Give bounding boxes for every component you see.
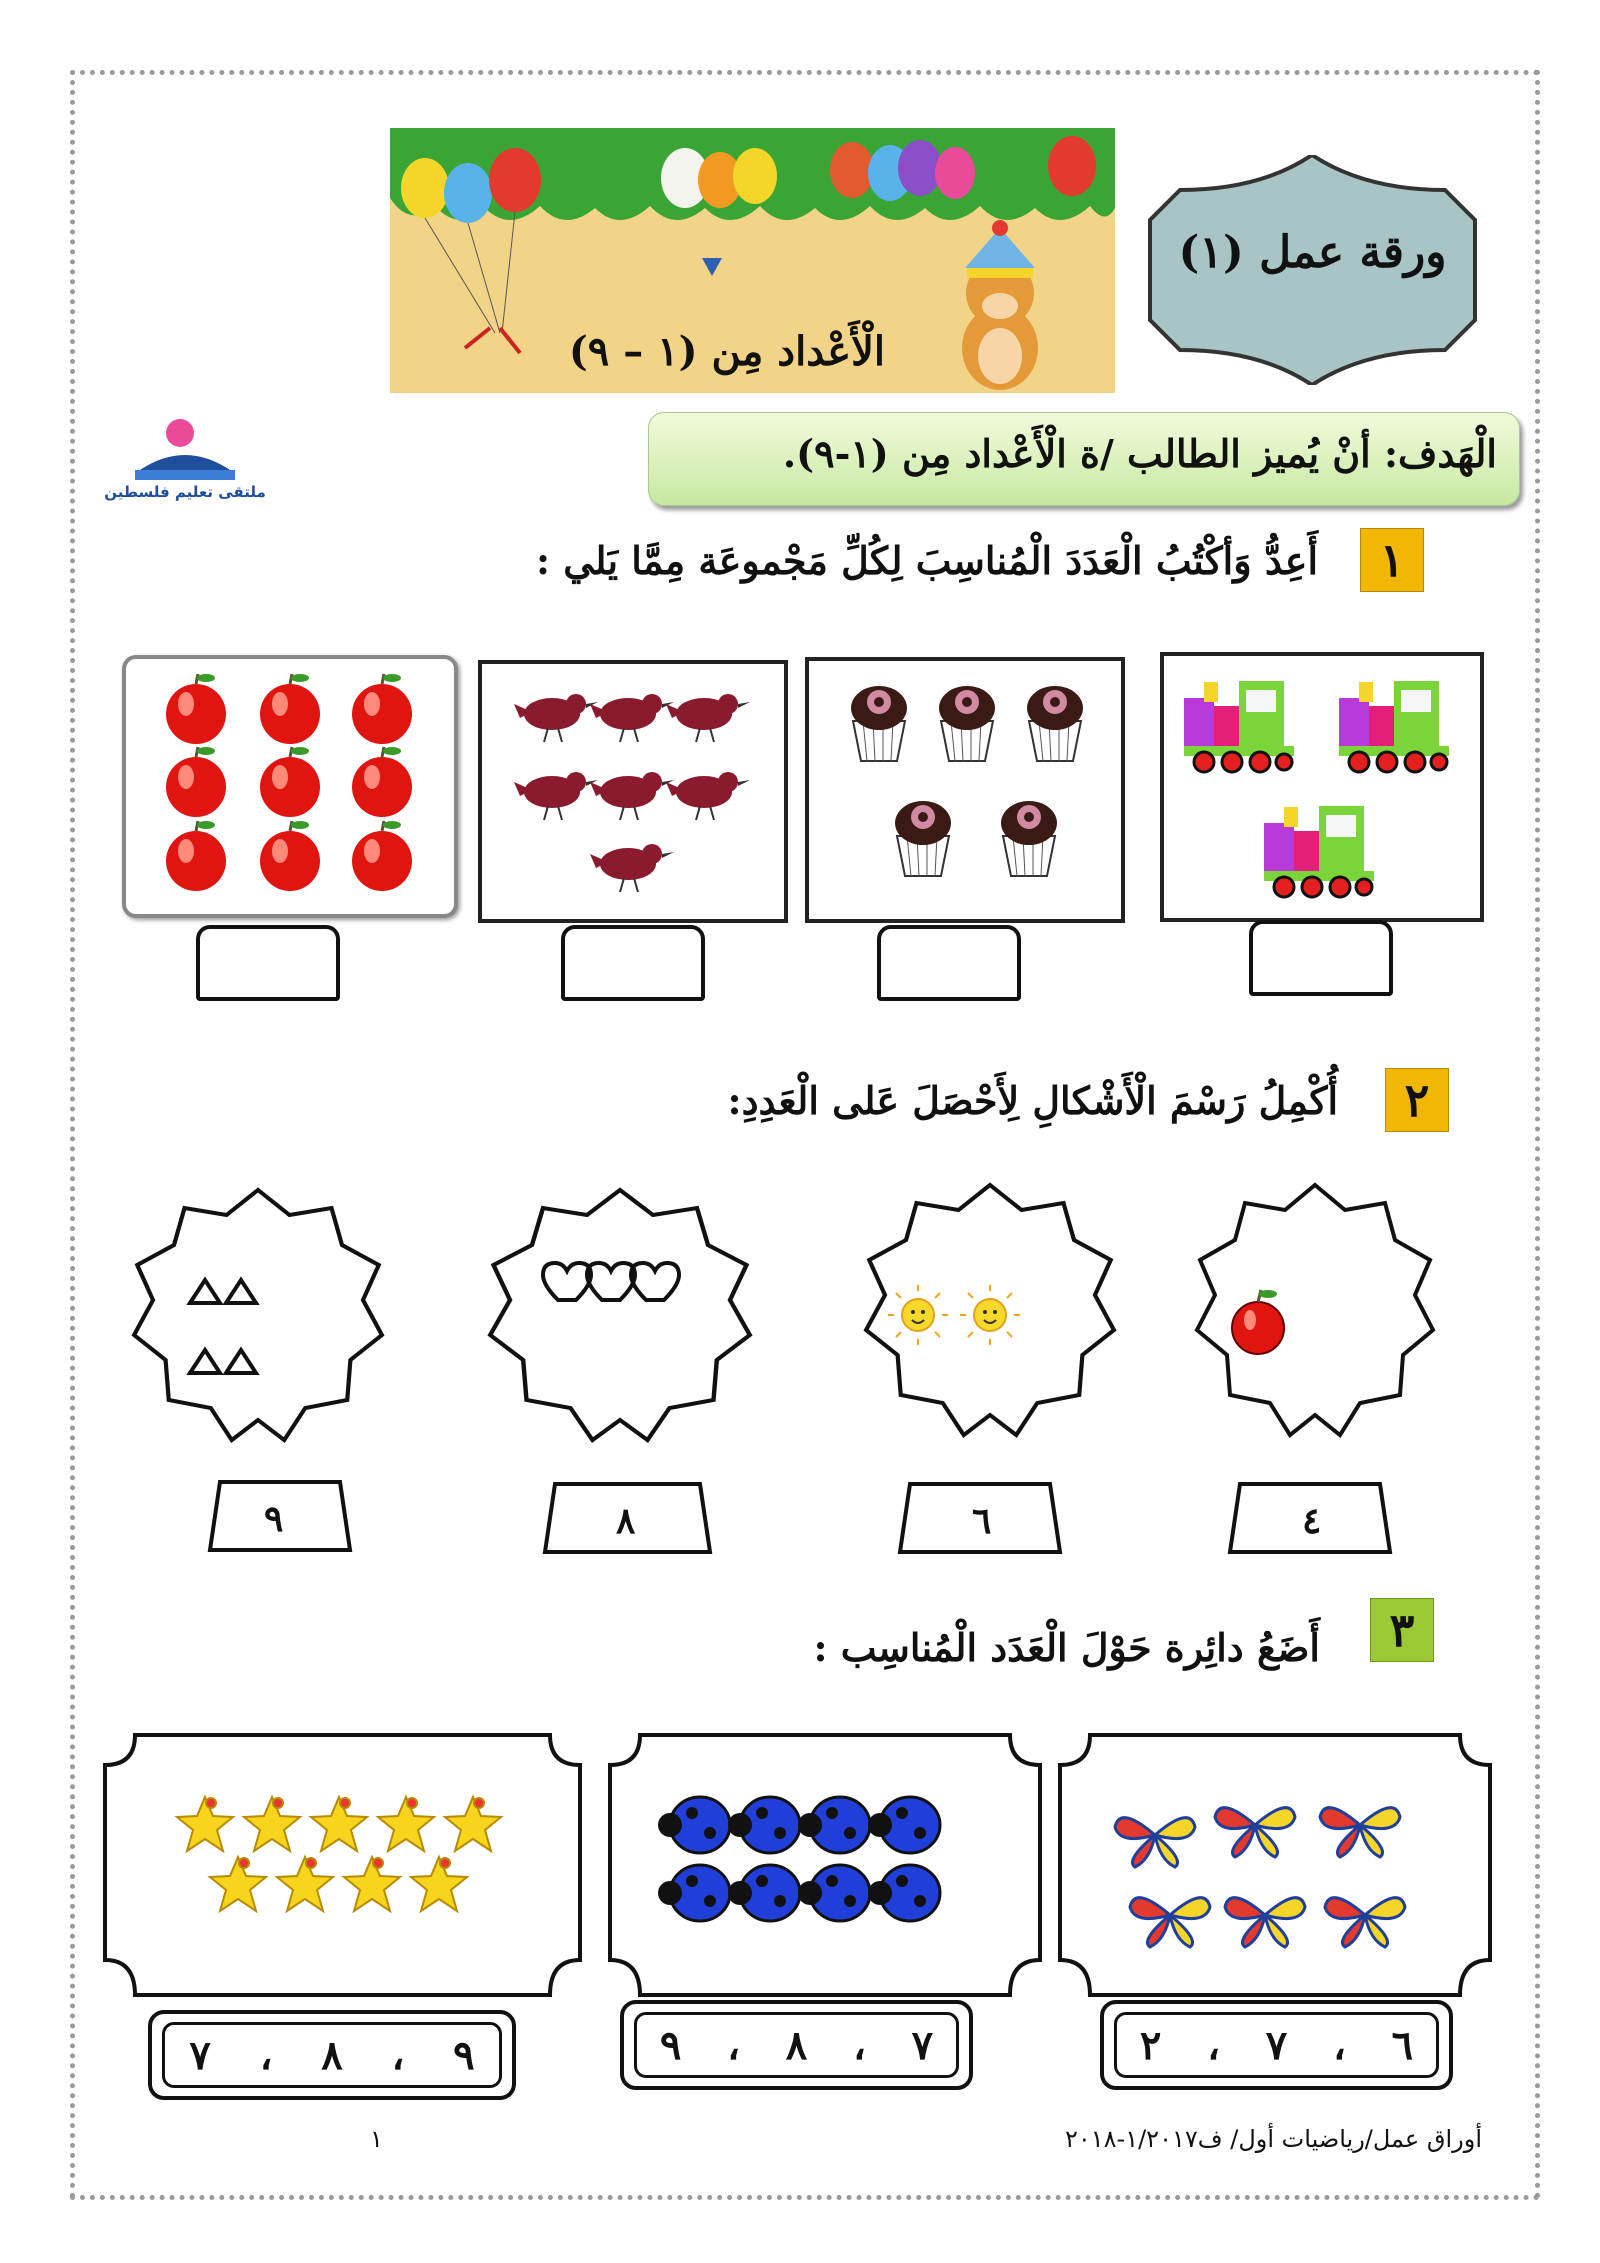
choice-box-stars xyxy=(148,2010,516,2100)
bird-icon xyxy=(514,694,750,892)
banner-title: الْأَعْداد مِن (١ – ٩) xyxy=(568,328,885,375)
logo-text: ملتقى تعليم فلسطين xyxy=(104,483,266,501)
choice-option[interactable]: ٧ xyxy=(189,2031,211,2079)
worksheet-badge xyxy=(1140,155,1485,385)
question-1-number: ١ xyxy=(1360,528,1424,592)
answer-box-apples[interactable] xyxy=(196,925,340,1001)
choice-option[interactable]: ٨ xyxy=(321,2031,343,2079)
balloons-left xyxy=(401,148,541,353)
question-3-number: ٣ xyxy=(1370,1598,1434,1662)
choice-option[interactable]: ٧ xyxy=(1265,2021,1288,2069)
question-2-number: ٢ xyxy=(1385,1068,1449,1132)
target-4: ٤ xyxy=(1302,1500,1322,1542)
choice-option[interactable]: ٩ xyxy=(453,2031,475,2079)
group-birds xyxy=(478,660,788,923)
cupcake-icon xyxy=(851,686,1083,876)
choice-row: ٧ ، ٨ ، ٩ xyxy=(634,2012,959,2078)
ticket-frames xyxy=(95,1725,1505,2015)
apple-icon xyxy=(166,674,412,891)
burst-8 xyxy=(490,1190,750,1440)
question-1-text: أَعِدُّ وَأكْتُبُ الْعَدَدَ الْمُناسِبَ لِكُلِّ مَجْموعَة مِمَّا يَلي : xyxy=(535,538,1318,583)
footer-course: أوراق عمل/رياضيات أول/ ف١/٢٠١٧-٢٠١٨ xyxy=(1064,2125,1482,2153)
goal-text: الْهَدف: أنْ يُميز الطالب /ة الْأَعْداد مِن (١-٩). xyxy=(782,431,1497,476)
answer-box-birds[interactable] xyxy=(561,925,705,1001)
choice-option[interactable]: ٢ xyxy=(1139,2021,1162,2069)
choice-box-butterflies xyxy=(1100,2000,1453,2090)
answer-box-trains[interactable] xyxy=(1249,920,1393,996)
bear xyxy=(962,220,1038,390)
burst-4 xyxy=(1197,1185,1433,1435)
choice-box-ladybugs xyxy=(620,2000,973,2090)
title-banner xyxy=(390,128,1115,393)
group-trains xyxy=(1160,652,1484,922)
target-9: ٩ xyxy=(264,1498,284,1540)
choice-row: ٦ ، ٧ ، ٢ xyxy=(1114,2012,1439,2078)
logo xyxy=(100,415,270,505)
choice-option[interactable]: ٦ xyxy=(1391,2021,1414,2069)
target-8: ٨ xyxy=(616,1500,636,1542)
worksheet-title: ورقة عمل (١) xyxy=(1178,227,1447,278)
goal-box xyxy=(648,412,1520,506)
burst-9 xyxy=(134,1190,382,1440)
group-cupcakes xyxy=(805,657,1125,923)
target-6: ٦ xyxy=(972,1500,992,1542)
choice-option[interactable]: ٨ xyxy=(785,2021,808,2069)
choice-option[interactable]: ٧ xyxy=(911,2021,934,2069)
train-icon xyxy=(1184,681,1449,897)
targets-row xyxy=(190,1470,1490,1570)
group-apples xyxy=(122,655,458,918)
choice-row: ٩ ، ٨ ، ٧ xyxy=(162,2022,502,2088)
question-3-text: أَضَعُ دائِرة حَوْلَ الْعَدَد الْمُناسِب : xyxy=(813,1625,1320,1670)
answer-box-cupcakes[interactable] xyxy=(877,925,1021,1001)
page-number: ١ xyxy=(370,2125,383,2153)
question-2-text: أُكْمِلُ رَسْمَ الْأَشْكالِ لِأَحْصَلَ عَلى الْعَدِدِ: xyxy=(727,1078,1338,1123)
choice-option[interactable]: ٩ xyxy=(659,2021,682,2069)
